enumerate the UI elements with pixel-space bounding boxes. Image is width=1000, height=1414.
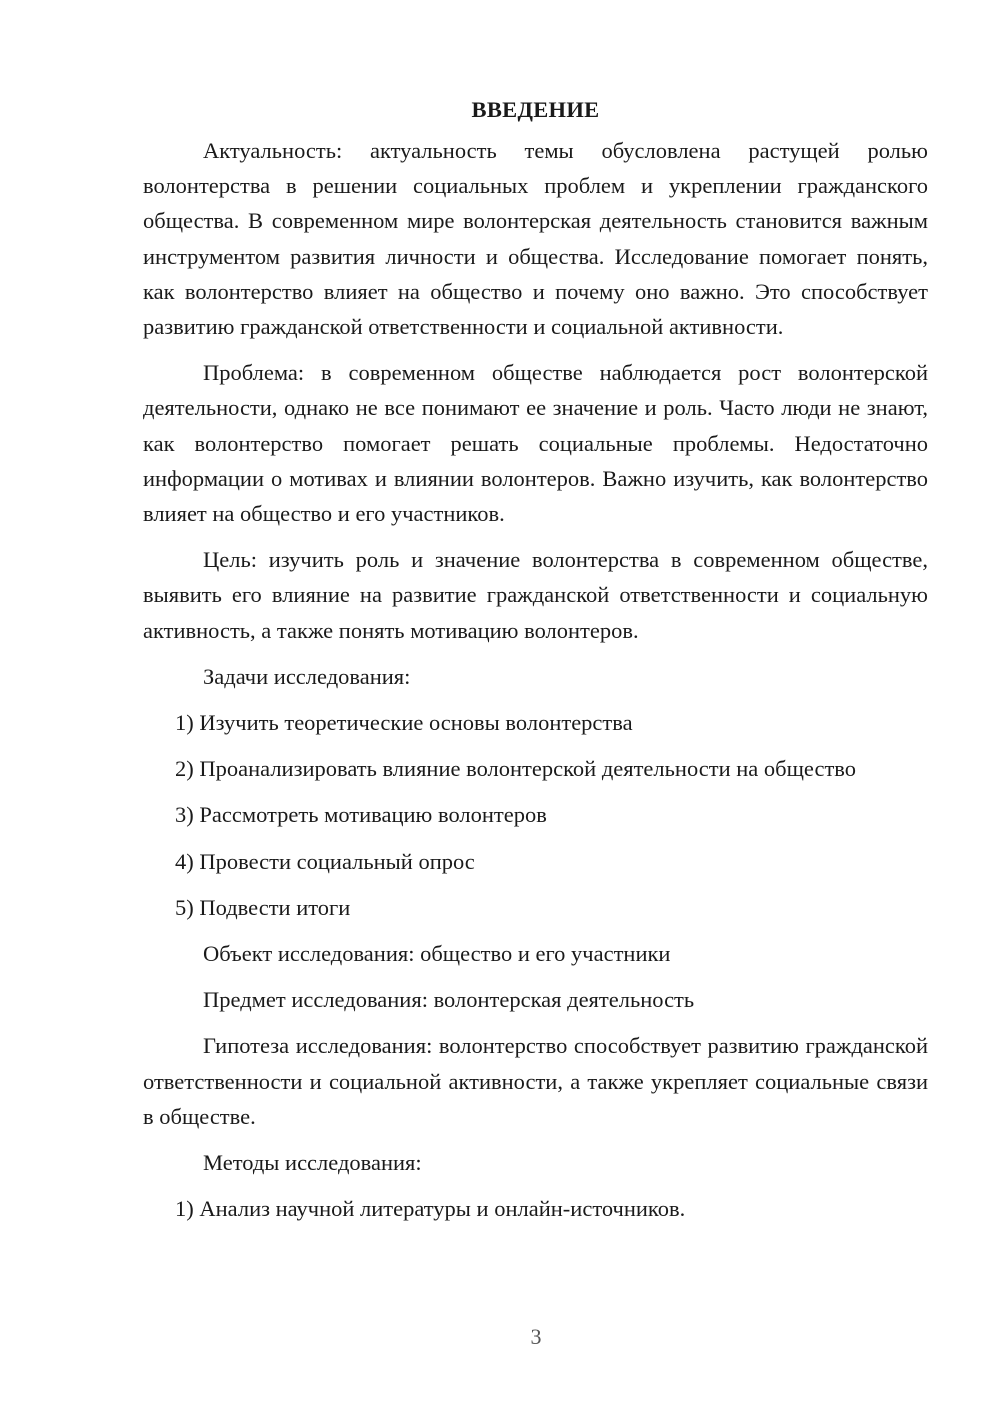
- research-subject: Предмет исследования: волонтерская деятельность: [203, 987, 695, 1013]
- task-item-2: 2) Проанализировать влияние волонтерской деятельности на общество: [175, 756, 857, 782]
- paragraph-goal: Цель: изучить роль и значение волонтерства в современном обществе, выявить его влияние на развитие гражданской ответственности и социальную активность, а также понять мотивацию волонтеров.: [143, 547, 928, 643]
- tasks-heading: Задачи исследования:: [203, 663, 411, 689]
- task-item-1: 1) Изучить теоретические основы волонтерства: [175, 710, 633, 736]
- paragraph-relevance: Актуальность: актуальность темы обусловлена растущей ролью волонтерства в решении социальных проблем и укреплении гражданского общества. В современном мире волонтерская деятельность становится важным инструментом развития личности и общества. Исследование помогает понять, как волонтерство влияет на общество и почему оно важно. Это способствует развитию гражданской ответственности и социальной активности.: [143, 138, 928, 340]
- page-number: 3: [530, 1324, 542, 1349]
- task-item-3: 3) Рассмотреть мотивацию волонтеров: [175, 802, 547, 828]
- method-item-1: 1) Анализ научной литературы и онлайн-источников.: [175, 1196, 686, 1222]
- paragraph-problem: Проблема: в современном обществе наблюдается рост волонтерской деятельности, однако не все понимают ее значение и роль. Часто люди не знают, как волонтерство помогает решать социальные проблемы. Недостаточно информации о мотивах и влиянии волонтеров. Важно изучить, как волонтерство влияет на общество и его участников.: [143, 360, 928, 527]
- methods-heading: Методы исследования:: [203, 1150, 422, 1176]
- task-item-5: 5) Подвести итоги: [175, 894, 351, 920]
- research-object: Объект исследования: общество и его участники: [203, 941, 671, 967]
- research-hypothesis: Гипотеза исследования: волонтерство способствует развитию гражданской ответственности и социальной активности, а также укрепляет социальные связи в обществе.: [143, 1033, 928, 1129]
- document-page: [143, 92, 928, 1237]
- section-title: ВВЕДЕНИЕ: [471, 97, 600, 122]
- task-item-4: 4) Провести социальный опрос: [175, 848, 475, 874]
